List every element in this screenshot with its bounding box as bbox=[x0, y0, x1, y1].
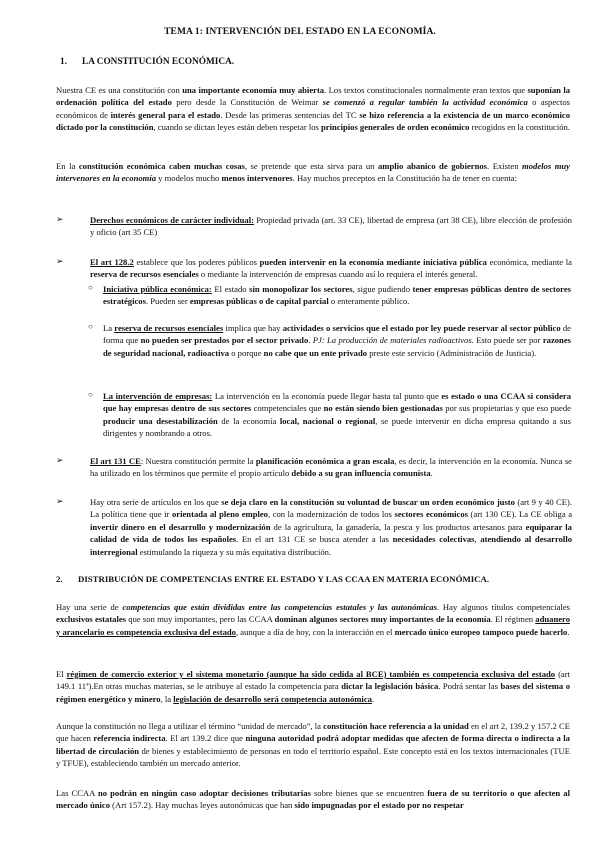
bullet-art-131: El art 131 CE: Nuestra constitución permite la planificación económica a gran escala, es decir, la intervención en la economía. Nunca se ha utilizado en los términos que permite el propio artículo debido a su gran influencia comunista. bbox=[90, 456, 573, 479]
subbullet-iniciativa-publica: Iniciativa pública económica: El estado sin monopolizar los sectores, sigue pudiendo tener empresas públicas dentro de sectores estratégicos. Pueden ser empresas públicas o de capital parcial o enteramente público. bbox=[103, 284, 571, 307]
section-1-heading: LA CONSTITUCIÓN ECONÓMICA. bbox=[82, 57, 235, 67]
bullet-arrow-icon: ➢ bbox=[56, 256, 64, 266]
document-title: TEMA 1: INTERVENCIÓN DEL ESTADO EN LA ECONOMÍA. bbox=[164, 27, 436, 37]
bullet-otros-articulos: Hay otra serie de artículos en los que se deja claro en la constitución su voluntad de buscar un orden económico justo (art 9 y 40 CE). La política tiene que ir orientada al pleno empleo, con la modernización de todos los sectores económicos (art 130 CE). La CE obliga a invertir dinero en el desarrollo y modernización de la agricultura, la ganadería, la pesca y los productos artesanos para equiparar la calidad de vida de todos los españoles. En el art 131 CE se busca atender a las necesidades colectivas, atendiendo al desarrollo interregional estimulando la riqueza y su más equitativa distribución. bbox=[90, 497, 573, 557]
paragraph-1: Nuestra CE es una constitución con una importante economía muy abierta. Los textos constitucionales normalmente eran textos que suponían la ordenación política del estado pero desde la Constitución de Weimar se comenzó a regular también la actividad económica o aspectos económicos de interés general para el estado. Desde las primeras sentencias del TC se hizo referencia a la existencia de un marco económico dictado por la constitución, cuando se dictan leyes están deben respetar los principios generales de orden económico recogidos en la constitución. bbox=[56, 85, 570, 133]
subbullet-intervencion-empresas: La intervención de empresas: La intervención en la economía puede llegar hasta tal punto que es estado o una CCAA si considera que hay empresas dentro de sus sectores competenciales que no están siendo bien gestionadas por sus propietarias y que eso puede producir una desestabilización de la economía local, nacional o regional, se puede intervenir en dicha empresa quitando a sus dirigentes y nombrando a otros. bbox=[103, 391, 571, 439]
circle-bullet-icon: ○ bbox=[88, 322, 93, 331]
bullet-art-128: El art 128.2 establece que los poderes públicos pueden intervenir en la economía mediante iniciativa pública económica, mediante la reserva de recursos esenciales o mediante la intervención de empresas cuando así lo requiera el interés general. bbox=[90, 257, 572, 280]
circle-bullet-icon: ○ bbox=[88, 390, 93, 399]
bullet-arrow-icon: ➢ bbox=[56, 214, 64, 224]
paragraph-3: Hay una serie de competencias que están divididas entre las competencias estatales y las autonómicas. Hay algunos títulos competenciales exclusivos estatales que son muy importantes, pero las CCAA dominan algunos sectores muy importantes de la economía. El régimen aduanero y arancelario es competencia exclusiva del estado, aunque a día de hoy, con la interacción en el mercado único europeo tampoco puede hacerlo. bbox=[56, 602, 570, 637]
bullet-arrow-icon: ➢ bbox=[56, 496, 64, 506]
paragraph-6: Las CCAA no podrán en ningún caso adoptar decisiones tributarias sobre bienes que se encuentren fuera de su territorio o que afecten al mercado único (Art 157.2). Hay muchas leyes autonómicas que han sido impugnadas por el estado por no respetar bbox=[56, 788, 570, 811]
circle-bullet-icon: ○ bbox=[88, 283, 93, 292]
bullet-arrow-icon: ➢ bbox=[56, 455, 64, 465]
section-2-number: 2. bbox=[56, 574, 63, 584]
paragraph-4: El régimen de comercio exterior y el sistema monetario (aunque ha sido cedida al BCE) también es competencia exclusiva del estado (art 149.1 11ª).En otras muchas materias, se le atribuye al estado la competencia para dictar la legislación básica. Podrá sentar las bases del sistema o régimen energético y minero, la legislación de desarrollo será competencia autonómica. bbox=[56, 669, 570, 704]
bullet-derechos-economicos: Derechos económicos de carácter individual: Propiedad privada (art. 33 CE), libertad de empresa (art 38 CE), libre elección de profesión y oficio (art 35 CE) bbox=[90, 215, 572, 238]
section-2-heading: DISTRIBUCIÓN DE COMPETENCIAS ENTRE EL ESTADO Y LAS CCAA EN MATERIA ECONÓMICA. bbox=[78, 574, 490, 584]
section-1-number: 1. bbox=[60, 57, 67, 67]
subbullet-reserva-recursos: La reserva de recursos esenciales implica que hay actividades o servicios que el estado por ley puede reservar al sector público de forma que no pueden ser prestados por el sector privado. PJ: La producción de materiales radioactivos. Esto puede ser por razones de seguridad nacional, radioactiva o porque no cabe que un ente privado preste este servicio (Administración de Justicia). bbox=[103, 323, 571, 358]
paragraph-2: En la constitución económica caben muchas cosas, se pretende que esta sirva para un amplio abanico de gobiernos. Existen modelos muy intervenores en la economía y modelos mucho menos intervenores. Hay muchos preceptos en la Constitución ha de tener en cuenta: bbox=[56, 161, 570, 184]
paragraph-5: Aunque la constitución no llega a utilizar el término “unidad de mercado”, la constitución hace referencia a la unidad en el art 2, 139.2 y 157.2 CE que hacen referencia indirecta. El art 139.2 dice que ninguna autoridad podrá adoptar medidas que afecten de forma directa o indirecta a la libertad de circulación de bienes y establecimiento de personas en todo el territorio español. Este concepto está en los textos internacionales (TUE y TFUE), estableciendo también un mercado anterior. bbox=[56, 721, 570, 769]
